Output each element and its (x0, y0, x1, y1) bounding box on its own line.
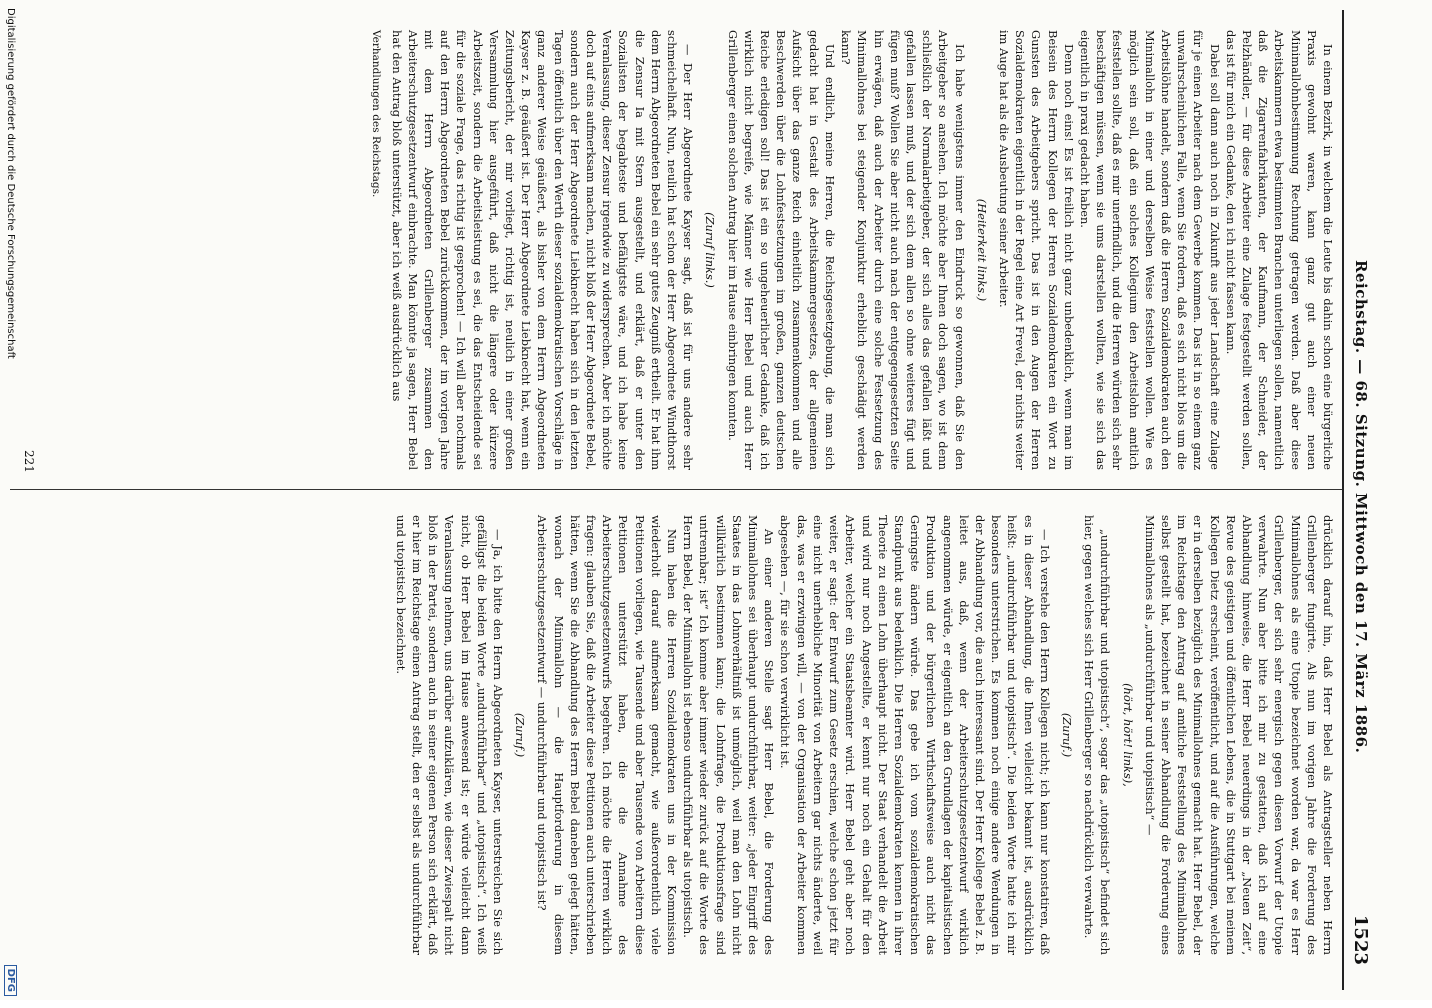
paragraph: In einem Bezirk, in welchem die Leute bis dahin schon eine bürgerliche Praxis gewohnt waren, kann ganz gut auch einer neuen Minimallohnbestimmung Rechnung getragen werden. Daß aber diese Arbeitskammern etwa bestimmten Branchen unterliegen sollen, namentlich daß die Zigarrenfabrikanten, der Kaufmann, der Schneider, der Pelzhändler, — für diese Arbeiter eine Zulage festgestellt werden sollen, das ist für mich ein Gedanke, den ich nicht fassen kann. (1223, 30, 1335, 470)
interjection: (Zuruf.) (1059, 712, 1074, 758)
header-title: Reichstag. — 68. Sitzung. Mittwoch den 17. März 1886. (1352, 260, 1370, 754)
right-column (393, 515, 1336, 955)
paragraph: drücklich darauf hin, daß Herr Bebel als Antragsteller neben Herrn Grillenberger fungirte. Als nun im vorigen Jahre die Forderung des Minimallohnes als eine Utopie bezeichnet worden war, da war es Herr Grillenberger, der sich sehr energisch gegen diesen Vorwurf der Utopie verwahrte. Nun aber bitte ich mir zu gestatten, daß ich auf eine Abhandlung hinweise, die Herr Bebel neuerdings in der „Neuen Zeit“, Revue des geistigen und öffentlichen Lebens, die in Stuttgart bei meinem Kollegen Dietz erscheint, veröffentlicht, und auf die Ausführungen, welche er in derselben bezüglich des Minimallohnes gemacht hat. Herr Bebel, der im Reichstage den Antrag auf amtliche Feststellung des Minimallohnes selbst gestellt hat, bezeichnet in seiner Abhandlung die Forderung eines Minimallohnes als „undurchführbar und utopistisch“ — (1142, 515, 1335, 955)
bottom-page-number: 221 (22, 450, 36, 473)
paragraph: — Ich verstehe den Herrn Kollegen nicht; ich kann nur konstatiren, daß es in dieser Abhandlung, die Ihnen vielleicht bekannt ist, ausdrücklich heißt: „undurchführbar und utopistisch“. Die beiden Worte hatte ich mir besonders unterstrichen. Es kommen noch einige andere Wendungen in der Abhandlung vor, die auch interessant sind. Der Herr Kollege Bebel z. B. leitet aus, daß, wenn der Arbeiterschutzgesetzentwurf wirklich angenommen würde, er eigentlich an den Grundlagen der kapitalistischen Produktion und der bürgerlichen Wirthschaftsweise auch nicht das Geringste ändern würde. Das gebe ich vom sozialdemokratischen Standpunkt aus bedenklich. Die Herren Sozialdemokraten kennen in ihrer Theorie zu einen Lohn überhaupt nicht. Der Staat verhandelt die Arbeit und wird nur noch Angestellte, er kennt nur noch ein Gehalt für den Arbeiter, welcher ein Staatsbeamter wird. Herr Bebel geht aber noch weiter, er sagt: der Entwurf zum Gesetz erschien, welche schon jetzt für eine nicht unerhebliche Minorität von Arbeitern gar nichts änderte, weil das, was er erzwingen will, — von der Organisation der Arbeiter kommen abgesehen —, für sie schon verwirklicht ist. (778, 515, 1052, 955)
paragraph: Ich habe wenigstens immer den Eindruck so gewonnen, daß Sie den Arbeitgeber so ansehen. Ich möchte aber Ihnen doch sagen, wo ist denn schließlich der Normalarbeitgeber, der sich alles das gefallen läßt und gefallen lassen muß, und der sich dem allen so ohne weiteres fügt und fügen muß? Wollen Sie aber nicht auch nach der entgegengesetzten Seite hin erwägen, daß auch der Arbeiter durch eine solche Festsetzung des Minimallohnes bei steigender Konjunktur erheblich geschädigt werden kann? (839, 30, 967, 470)
paragraph: Denn noch eins! Es ist freilich nicht ganz unbedenklich, wenn man im Beisein des Herrn Kollegen der Herren Sozialdemokraten ein Wort zu Gunsten des Arbeitgebers spricht. Das ist in den Augen der Herren Sozialdemokraten eigentlich in der Regel eine Art Frevel, der nichts weiter im Auge hat als die Ausbeutung seiner Arbeiter. (996, 30, 1076, 470)
paragraph: Nun haben die Herren Sozialdemokraten uns in der Kommission wiederholt darauf aufmerksam gemacht, wie außerordentlich viele Petitionen vorliegen, wie Tausende und aber Tausende von Arbeitern diese Petitionen unterstützt haben, die die Annahme des Arbeiterschutzgesetzentwurfs begehren. Ich möchte die Herren wirklich fragen: glauben Sie, daß die Arbeiter diese Petitionen auch unterschrieben hätten, wenn Sie die Abhandlung des Herrn Bebel daneben gelegt hätten, wonach der Minimallohn — die Hauptforderung in diesem Arbeiterschutzgesetzentwurf — undurchführbar und utopistisch ist? (535, 515, 680, 955)
interjection: (hört, hört! links), (1120, 683, 1135, 787)
paragraph: — Ja, ich bitte den Herrn Abgeordneten Kayser, unterstreichen Sie sich gefälligst die beiden Worte „undurchführbar“ und „utopistisch“. Ich weiß nicht, ob Herr Bebel im Hause anwesend ist; er würde vielleicht dann Veranlassung nehmen, uns darüber aufzuklären, wie dieser Zwiespalt nicht bloß in der Partei, sondern auch in seiner eigenen Person sich erklärt, daß er hier im Reichstage einen Antrag stellt, den er selbst als undurchführbar und utopistisch bezeichnet. (393, 515, 506, 955)
left-column (368, 30, 1336, 470)
column-divider (10, 489, 1342, 490)
interjection: (Heiterkeit links.) (974, 198, 989, 302)
header-page-number: 1523 (1350, 914, 1372, 965)
interjection: (Zuruf.) (513, 712, 528, 758)
footer-text: Digitalisierung gefördert durch die Deutsche Forschungsgemeinschaft (5, 8, 17, 359)
paragraph: Dabei soll dann auch noch in Zukunft aus jeder Landschaft eine Zulage für je einen Arbeiter nach dem Gewerbe kommen. Das ist in so einem ganz unwahrscheinlichen Falle, wenn Sie fordern, daß es sich nicht blos um die Arbeitslöhne handelt, sondern daß die Herren Sozialdemokraten auch den Minimallohn in einer und derselben Weise feststellen wollen. Wie es möglich sein soll, daß ein solches Kollegium den Arbeitslohn amtlich feststellen sollte, daß es mir unerfindlich, und die Herren würden sich sehr beschäftigen müssen, wenn sie ums darstellen wollten, wie sie sich das eigentlich in praxi gedacht haben. (1077, 30, 1222, 470)
paragraph: — Der Herr Abgeordnete Kayser sagt, daß ist für uns andere sehr schmeichelhaft. Nun, neulich hat schon der Herr Abgeordnete Windthorst dem Herrn Abgeordneten Bebel ein sehr gutes Zeugniß ertheilt. Er hat ihm die Zensur Ia mit Stern ausgestellt, und erklärt, daß er unter den Sozialisten der begabteste und befähigtste wäre, und ich habe keine Veranlassung, dieser Zensur irgendwie zu widersprechen. Aber ich möchte doch auf eins aufmerksam machen, nicht bloß der Herr Abgeordnete Bebel, sondern auch der Herr Abgeordnete Liebknecht haben sich in den letzten Tagen öffentlich über den Werth dieser sozialdemokratischen Vorschläge in ganz anderer Weise geäußert, als bisher von dem Herrn Abgeordneten Kayser z. B. geäußert ist. Der Herr Abgeordnete Liebknecht hat, wenn ein Zeitungsbericht, der mir vorliegt, richtig ist, neulich in einer großen Versammlung hier ausgeführt, daß nicht die längere oder kürzere Arbeitszeit, sondern die Arbeitsleistung es sei, die das Entscheidende sei für die soziale Frage, das richtig ist gesprochen! — Ich will aber nochmals auf den Herrn Abgeordneten Bebel zurückkommen, der im vorigen Jahre mit dem Herrn Abgeordneten Grillenberger zusammen den Arbeiterschutzgesetzentwurf einbrachte. Man könnte ja sagen, Herr Bebel hat den Antrag bloß unterstützt, aber ich weiß ausdrücklich aus (389, 30, 696, 470)
page-header (1348, 30, 1374, 965)
paragraph: Und endlich, meine Herren, die Reichsgesetzgebung, die man sich gedacht hat in Gestalt des Arbeitskammergesetzes, der allgemeinen Aufsicht über das ganze Reich einheitlich zusammenkommen und alle Beschwerden über die Lohnfestsetzungen im großen, ganzen deutschen Reiche erledigen soll! Das ist ein so ungeheuerlicher Gedanke, daß ich wirklich nicht begreife, wie Männer wie Herr Bebel und auch Herr Grillenberger einen solchen Antrag hier im Hause einbringen konnten. (725, 30, 837, 470)
interjection: (Zuruf links.) (703, 212, 718, 288)
digitization-footer (0, 0, 22, 1008)
paragraph: An einer anderen Stelle sagt Herr Bebel, die Forderung des Minimallohnes sei überhaupt undurchführbar, weiter: „jeder Eingriff des Staates in das Lohnverhältniß ist unmöglich, weil man den Lohn nicht willkürlich bestimmen kann; die Lohnfrage, die Produktionsfrage sind untrennbar; ist“ Ich komme aber immer wieder zurück auf die Worte des Herrn Bebel, der Minimallohn ist ebenso undurchführbar als utopistisch. (681, 515, 777, 955)
dfg-logo: DFG (5, 965, 18, 996)
signature-line: Verhandlungen des Reichstags. (370, 30, 383, 198)
header-rule (1342, 10, 1344, 990)
paragraph: „undurchführbar und utopistisch“, sogar das „utopistisch“ befindet sich hier, gegen welches sich Herr Grillenberger so nachdrücklich verwahrte. (1082, 515, 1113, 955)
